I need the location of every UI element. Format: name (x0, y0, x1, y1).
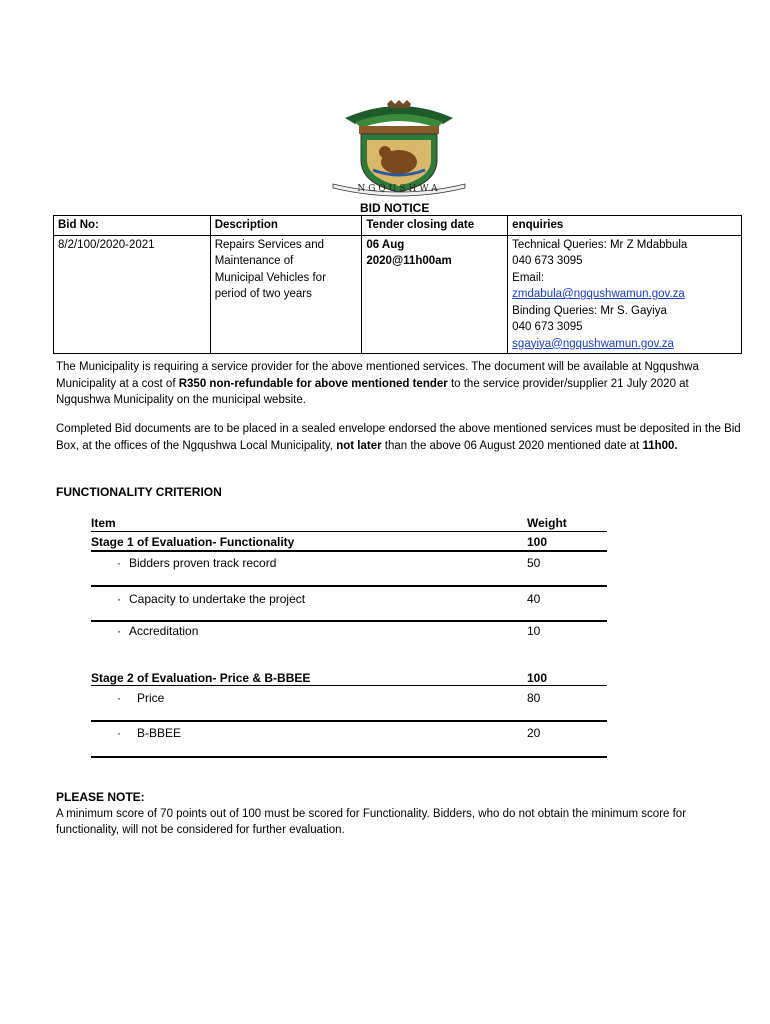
description-line: Maintenance of (214, 255, 294, 267)
closing-time-line: 2020@11h00am (366, 255, 452, 267)
closing-date-line: 06 Aug (366, 238, 405, 251)
stage2-label: Stage 2 of Evaluation- Price & B-BBEE (91, 671, 311, 685)
availability-text: The Municipality is requiring a service provider for the above mentioned services. The document will be available at Ngqushwa Municipality at a cost of (56, 361, 699, 390)
list-item (91, 689, 607, 707)
municipality-logo (325, 100, 473, 198)
item-weight: 10 (527, 624, 541, 638)
description-line: Repairs Services and (214, 238, 324, 251)
divider (91, 550, 607, 552)
description-line: period of two years (214, 288, 312, 300)
criteria-header-row (91, 514, 607, 532)
divider (91, 531, 607, 532)
item-label: Price (137, 691, 165, 705)
bid-details-table (53, 215, 742, 354)
submission-text-mid: than the above 06 August 2020 mentioned date at (381, 439, 643, 452)
stage1-row (91, 533, 607, 551)
list-item (91, 590, 607, 608)
bullet-icon: · (117, 556, 121, 570)
list-item (91, 724, 607, 742)
submission-text: Completed Bid documents are to be placed in a sealed envelope endorsed the above mentioned services must be deposited in the Bid Box, at the offices of the Ngqushwa Local Municipality, (56, 423, 741, 452)
please-note-heading: PLEASE NOTE: (56, 790, 145, 804)
logo-motto-text: NGQUSHWA (357, 184, 441, 194)
availability-paragraph (56, 359, 746, 409)
divider (91, 720, 607, 722)
stage1-label: Stage 1 of Evaluation- Functionality (91, 535, 295, 549)
divider (91, 685, 607, 686)
binding-phone: 040 673 3095 (512, 321, 583, 333)
time-emphasis: 11h00. (642, 439, 678, 452)
item-label: Bidders proven track record (129, 556, 277, 570)
divider (91, 756, 607, 758)
binding-contact: Binding Queries: Mr S. Gayiya (512, 304, 667, 317)
item-label: Capacity to undertake the project (129, 592, 306, 606)
submission-paragraph (56, 421, 746, 454)
bullet-icon: · (117, 624, 121, 638)
weight-header: Weight (527, 516, 567, 530)
closing-date-header: Tender closing date (362, 216, 508, 236)
list-item (91, 554, 607, 572)
description-line: Municipal Vehicles for (214, 271, 326, 284)
bullet-icon: · (117, 592, 121, 606)
technical-contact: Technical Queries: Mr Z Mdabbula (512, 238, 688, 251)
bullet-icon: · (117, 691, 121, 705)
description-cell (210, 235, 362, 354)
cost-emphasis: R350 non-refundable for above mentioned tender (178, 377, 448, 390)
item-weight: 50 (527, 556, 541, 570)
bid-no-cell: 8/2/100/2020-2021 (54, 235, 211, 354)
item-label: Accreditation (129, 624, 199, 638)
table-header-row (54, 216, 742, 236)
table-row (54, 235, 742, 354)
enquiries-header: enquiries (508, 216, 742, 236)
bullet-icon: · (117, 726, 121, 740)
stage1-weight: 100 (527, 535, 548, 549)
technical-email-link[interactable]: zmdabula@ngqushwamun.gov.za (512, 288, 685, 300)
description-header: Description (210, 216, 362, 236)
item-weight: 80 (527, 691, 541, 705)
deadline-emphasis: not later (336, 439, 382, 452)
list-item (91, 622, 607, 640)
technical-phone: 040 673 3095 (512, 255, 583, 267)
closing-date-cell (362, 235, 508, 354)
enquiries-cell (508, 235, 742, 354)
please-note-text: A minimum score of 70 points out of 100 must be scored for Functionality. Bidders, who do not obtain the minimum score for functionality, will not be considered for further evaluation. (56, 808, 687, 836)
item-weight: 40 (527, 592, 541, 606)
item-header: Item (91, 516, 116, 530)
bid-no-header: Bid No: (54, 216, 211, 236)
functionality-heading: FUNCTIONALITY CRITERION (56, 485, 222, 499)
stage2-weight: 100 (527, 671, 548, 685)
page-title: BID NOTICE (360, 201, 430, 215)
binding-email-link[interactable]: sgayiya@ngqushwamun.gov.za (512, 337, 674, 350)
item-label: B-BBEE (137, 726, 182, 740)
availability-text-end: to the service provider/supplier 21 July 2020 at Ngqushwa Municipality on the municipal website. (56, 377, 689, 406)
item-weight: 20 (527, 726, 541, 740)
email-label: Email: (512, 271, 545, 284)
divider (91, 585, 607, 587)
